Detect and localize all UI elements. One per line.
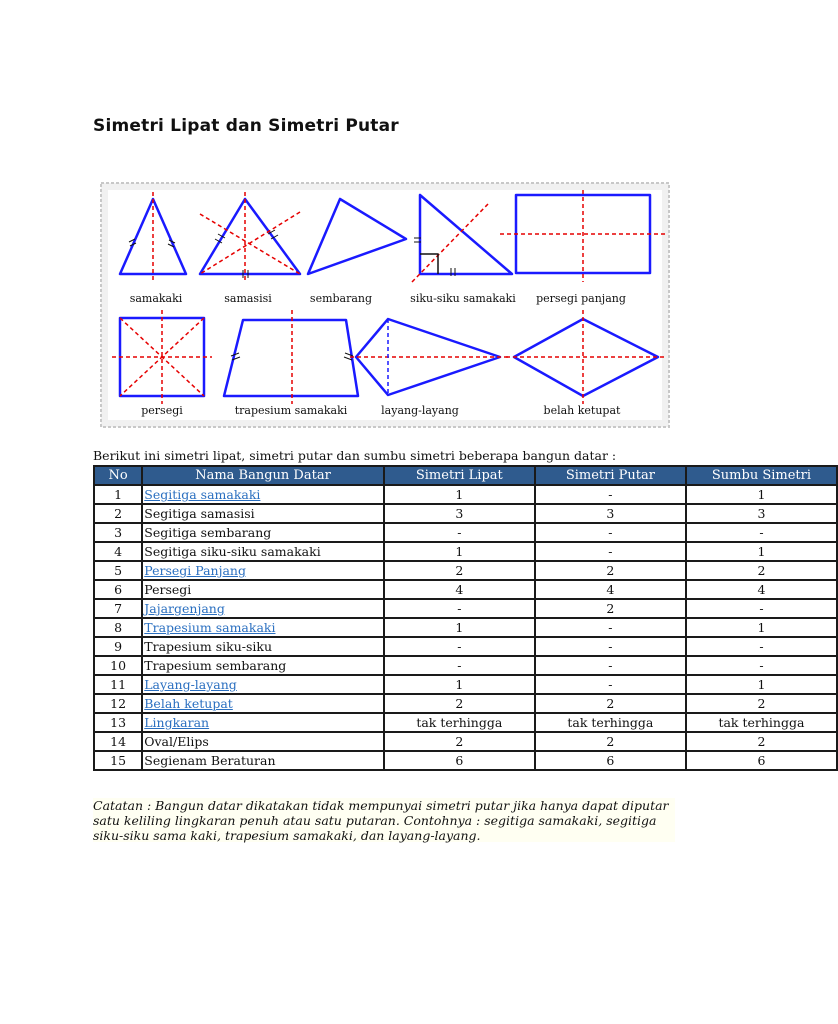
header-simetri-lipat: Simetri Lipat	[385, 467, 534, 484]
table-row	[95, 619, 836, 636]
cell-sumbu-simetri: 3	[687, 505, 836, 522]
cell-sumbu-simetri: -	[687, 600, 836, 617]
symmetry-table-wrapper	[93, 465, 812, 798]
cell-name: Persegi	[143, 581, 383, 598]
cell-no: 12	[95, 695, 141, 712]
cell-name: Segitiga samasisi	[143, 505, 383, 522]
cell-sumbu-simetri: 2	[687, 562, 836, 579]
cell-simetri-putar: -	[536, 524, 685, 541]
cell-sumbu-simetri: 1	[687, 543, 836, 560]
cell-simetri-lipat: 1	[385, 676, 534, 693]
figure-label: trapesium samakaki	[234, 404, 348, 417]
figure-label: samakaki	[129, 292, 183, 305]
cell-name	[143, 619, 383, 636]
cell-no: 15	[95, 752, 141, 769]
header-simetri-putar: Simetri Putar	[536, 467, 685, 484]
cell-simetri-lipat: 3	[385, 505, 534, 522]
page-title: Simetri Lipat dan Simetri Putar	[93, 116, 399, 136]
cell-simetri-lipat: -	[385, 638, 534, 655]
table-row	[95, 600, 836, 617]
shape-link[interactable]: Layang-layang	[144, 677, 237, 692]
table-body	[95, 486, 836, 769]
cell-no: 11	[95, 676, 141, 693]
cell-simetri-lipat: 2	[385, 695, 534, 712]
cell-simetri-lipat: 1	[385, 619, 534, 636]
cell-simetri-putar: -	[536, 619, 685, 636]
cell-sumbu-simetri: 6	[687, 752, 836, 769]
symmetry-table	[93, 465, 838, 771]
cell-simetri-putar: 4	[536, 581, 685, 598]
cell-name: Segitiga siku-siku samakaki	[143, 543, 383, 560]
table-row	[95, 543, 836, 560]
cell-simetri-putar: -	[536, 486, 685, 503]
cell-sumbu-simetri: -	[687, 638, 836, 655]
cell-simetri-lipat: -	[385, 657, 534, 674]
cell-simetri-lipat: 6	[385, 752, 534, 769]
cell-sumbu-simetri: 2	[687, 695, 836, 712]
table-row	[95, 638, 836, 655]
figure-label: sembarang	[309, 292, 373, 305]
note-text: Catatan : Bangun datar dikatakan tidak mempunyai simetri putar jika hanya dapat diputar satu keliling lingkaran penuh atau satu putaran. Contohnya : segitiga samakaki, segitiga siku-siku sama kaki, trapesium samakaki, dan layang-layang.	[93, 798, 675, 842]
cell-no: 6	[95, 581, 141, 598]
cell-simetri-putar: 6	[536, 752, 685, 769]
table-row	[95, 505, 836, 522]
cell-no: 3	[95, 524, 141, 541]
header-no: No	[95, 467, 141, 484]
figure-label: belah ketupat	[543, 404, 621, 417]
cell-no: 2	[95, 505, 141, 522]
cell-simetri-putar: -	[536, 543, 685, 560]
header-sumbu-simetri: Sumbu Simetri	[687, 467, 836, 484]
table-row	[95, 695, 836, 712]
cell-no: 5	[95, 562, 141, 579]
cell-simetri-putar: -	[536, 638, 685, 655]
cell-simetri-lipat: -	[385, 524, 534, 541]
cell-sumbu-simetri: tak terhingga	[687, 714, 836, 731]
square-shape	[112, 310, 212, 404]
cell-no: 13	[95, 714, 141, 731]
shape-link[interactable]: Lingkaran	[144, 715, 210, 730]
table-row	[95, 524, 836, 541]
cell-simetri-putar: tak terhingga	[536, 714, 685, 731]
cell-name: Trapesium siku-siku	[143, 638, 383, 655]
cell-simetri-putar: 2	[536, 562, 685, 579]
figure-label: persegi	[141, 404, 183, 417]
cell-name	[143, 600, 383, 617]
table-row	[95, 676, 836, 693]
cell-sumbu-simetri: -	[687, 657, 836, 674]
table-row	[95, 752, 836, 769]
cell-simetri-lipat: 1	[385, 543, 534, 560]
cell-no: 14	[95, 733, 141, 750]
cell-simetri-lipat: 2	[385, 733, 534, 750]
cell-simetri-putar: 3	[536, 505, 685, 522]
cell-name	[143, 486, 383, 503]
cell-simetri-lipat: tak terhingga	[385, 714, 534, 731]
table-header-row	[95, 467, 836, 484]
table-row	[95, 714, 836, 731]
shape-link[interactable]: Belah ketupat	[144, 696, 233, 711]
figure-label: siku-siku samakaki	[410, 292, 516, 305]
shape-link[interactable]: Persegi Panjang	[144, 563, 246, 578]
cell-sumbu-simetri: 1	[687, 619, 836, 636]
cell-no: 7	[95, 600, 141, 617]
cell-sumbu-simetri: 1	[687, 486, 836, 503]
cell-simetri-putar: 2	[536, 695, 685, 712]
figure-label: samasisi	[224, 292, 272, 305]
cell-simetri-lipat: 2	[385, 562, 534, 579]
figure-label: layang-layang	[381, 404, 459, 417]
shape-link[interactable]: Segitiga samakaki	[144, 487, 261, 502]
cell-simetri-putar: -	[536, 676, 685, 693]
intro-text: Berikut ini simetri lipat, simetri putar dan sumbu simetri beberapa bangun datar :	[93, 448, 617, 463]
cell-sumbu-simetri: 1	[687, 676, 836, 693]
cell-name	[143, 562, 383, 579]
symmetry-illustration	[100, 182, 670, 428]
table-row	[95, 581, 836, 598]
cell-name	[143, 676, 383, 693]
cell-simetri-putar: 2	[536, 733, 685, 750]
cell-name: Trapesium sembarang	[143, 657, 383, 674]
cell-sumbu-simetri: -	[687, 524, 836, 541]
cell-simetri-lipat: -	[385, 600, 534, 617]
cell-name	[143, 695, 383, 712]
cell-sumbu-simetri: 4	[687, 581, 836, 598]
shape-link[interactable]: Trapesium samakaki	[144, 620, 276, 635]
cell-no: 9	[95, 638, 141, 655]
cell-name: Oval/Elips	[143, 733, 383, 750]
cell-simetri-putar: 2	[536, 600, 685, 617]
cell-name	[143, 714, 383, 731]
table-row	[95, 657, 836, 674]
cell-name: Segienam Beraturan	[143, 752, 383, 769]
table-row	[95, 562, 836, 579]
cell-simetri-lipat: 1	[385, 486, 534, 503]
table-row	[95, 486, 836, 503]
cell-no: 10	[95, 657, 141, 674]
cell-sumbu-simetri: 2	[687, 733, 836, 750]
cell-simetri-putar: -	[536, 657, 685, 674]
shape-link[interactable]: Jajargenjang	[144, 601, 225, 616]
cell-no: 8	[95, 619, 141, 636]
symmetry-figure	[100, 182, 670, 428]
cell-no: 4	[95, 543, 141, 560]
header-name: Nama Bangun Datar	[143, 467, 383, 484]
cell-simetri-lipat: 4	[385, 581, 534, 598]
cell-no: 1	[95, 486, 141, 503]
cell-name: Segitiga sembarang	[143, 524, 383, 541]
table-row	[95, 733, 836, 750]
figure-label: persegi panjang	[536, 292, 626, 305]
